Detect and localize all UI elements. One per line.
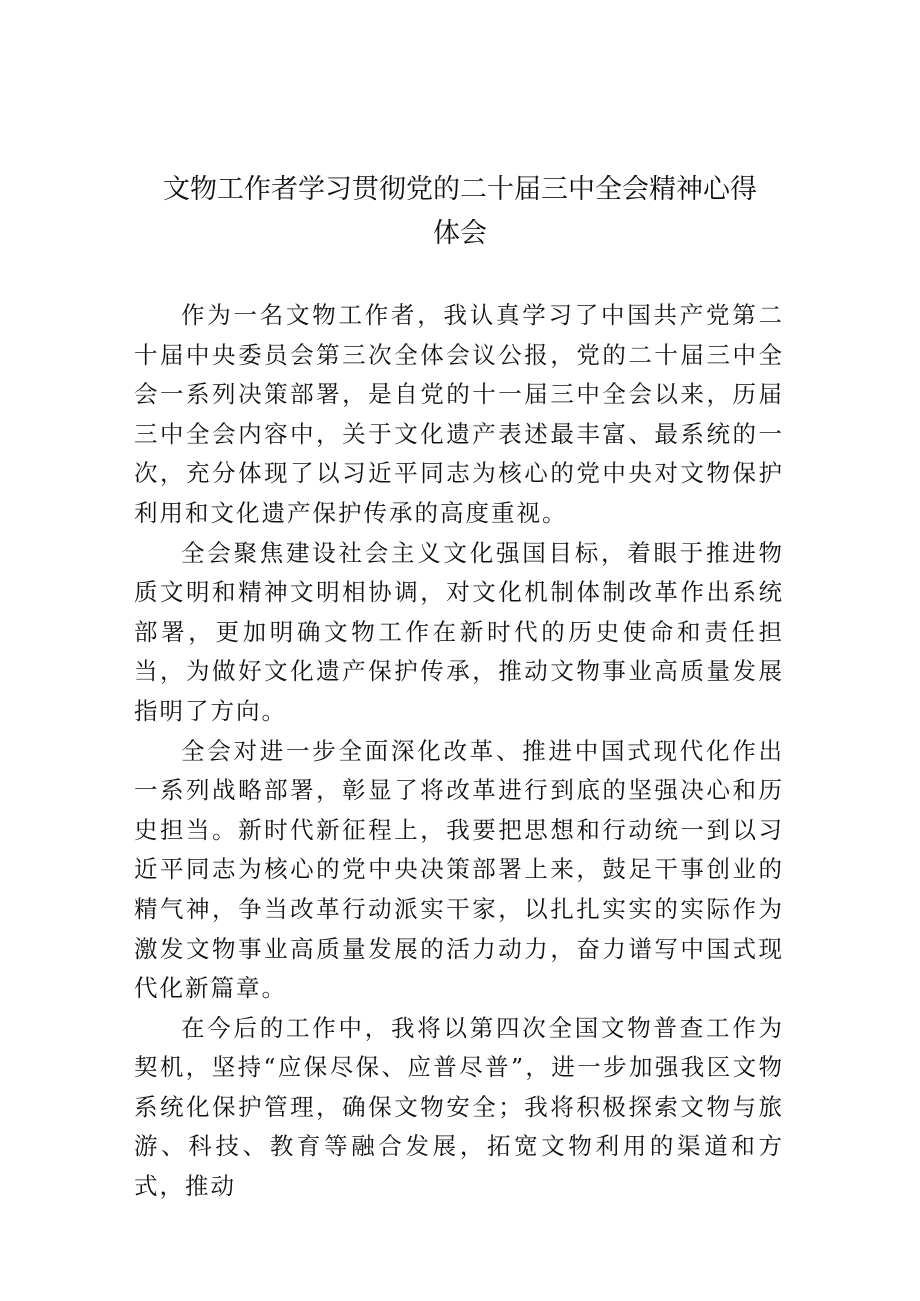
paragraph: 作为一名文物工作者，我认真学习了中国共产党第二十届中央委员会第三次全体会议公报，党的二十届三中全会一系列决策部署，是自党的十一届三中全会以来，历届三中全会内容中，关于文化遗产表述最丰富、最系统的一次，充分体现了以习近平同志为核心的党中央对文物保护利用和文化遗产保护传承的高度重视。	[134, 301, 784, 527]
document-title: 文物工作者学习贯彻党的二十届三中全会精神心得体会	[163, 174, 757, 249]
document-body	[134, 296, 784, 1207]
paragraph: 在今后的工作中，我将以第四次全国文物普查工作为契机，坚持“应保尽保、应普尽普”，进一步加强我区文物系统化保护管理，确保文物安全；我将积极探索文物与旅游、科技、教育等融合发展，拓宽文物利用的渠道和方式，推动	[134, 1013, 784, 1201]
paragraph: 全会聚焦建设社会主义文化强国目标，着眼于推进物质文明和精神文明相协调，对文化机制体制改革作出系统部署，更加明确文物工作在新时代的历史使命和责任担当，为做好文化遗产保护传承，推动文物事业高质量发展指明了方向。	[134, 538, 784, 725]
paragraph: 全会对进一步全面深化改革、推进中国式现代化作出一系列战略部署，彰显了将改革进行到底的坚强决心和历史担当。新时代新征程上，我要把思想和行动统一到以习近平同志为核心的党中央决策部署上来，鼓足干事创业的精气神，争当改革行动派实干家，以扎扎实实的实际作为激发文物事业高质量发展的活力动力，奋力谱写中国式现代化新篇章。	[134, 736, 784, 1003]
